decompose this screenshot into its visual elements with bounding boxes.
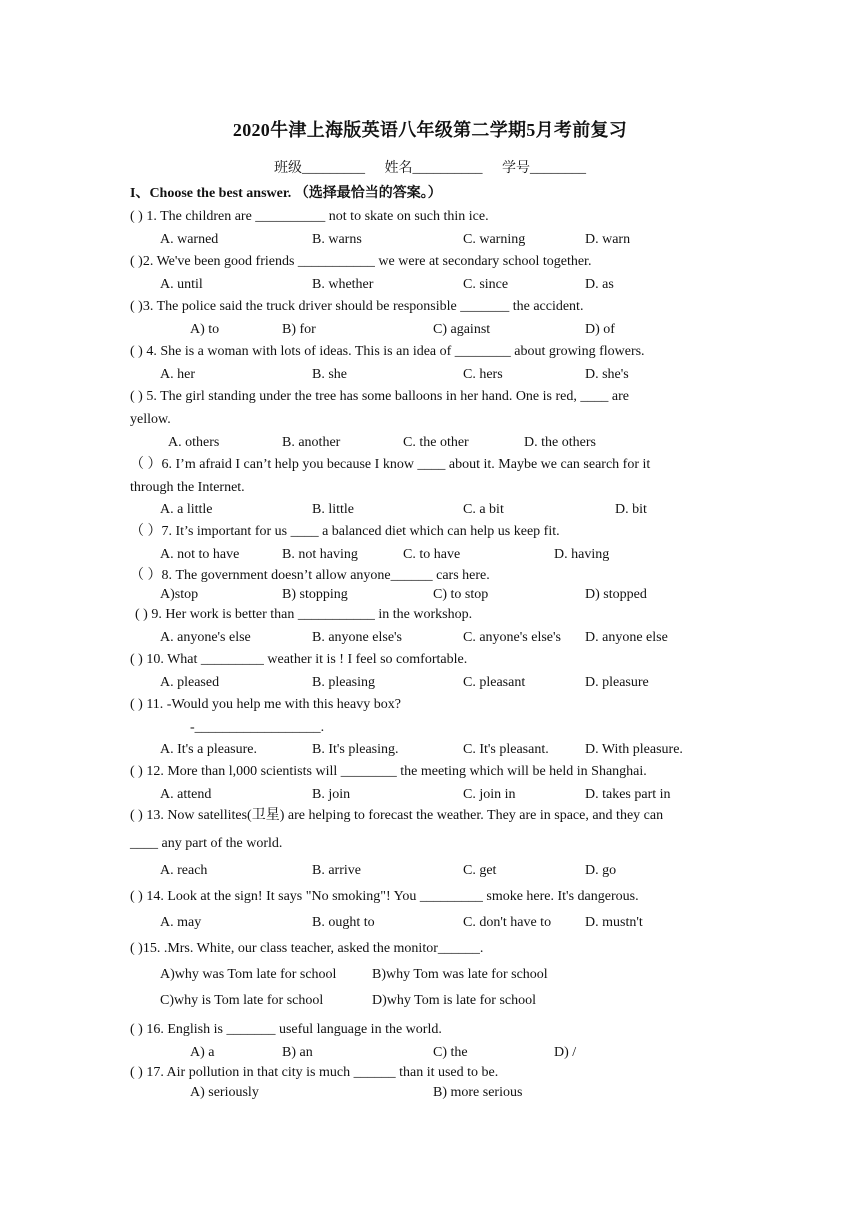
option: A. anyone's else (160, 630, 251, 645)
option: B. whether (312, 277, 374, 292)
option: C. hers (463, 367, 503, 382)
option: C. warning (463, 232, 526, 247)
option: D) stopped (585, 587, 647, 602)
option: B. join (312, 787, 351, 802)
option: C. to have (403, 547, 461, 562)
question-stem: ( )3. The police said the truck driver should be responsible _______ the accident. (130, 299, 584, 314)
question-stem: ( ) 1. The children are __________ not to skate on such thin ice. (130, 209, 489, 224)
option: C) against (433, 322, 491, 337)
option: C)why is Tom late for school (160, 993, 324, 1008)
option: D) / (554, 1045, 577, 1060)
option: C) to stop (433, 587, 489, 602)
option: A) seriously (190, 1085, 259, 1100)
option: A. warned (160, 232, 219, 247)
class-label: 班级_________ (274, 161, 365, 176)
option: B. not having (282, 547, 358, 562)
option: C. a bit (463, 502, 504, 517)
option: D. go (585, 863, 617, 878)
option: D. warn (585, 232, 631, 247)
option: B. little (312, 502, 354, 517)
option: B) more serious (433, 1085, 523, 1100)
option: A. a little (160, 502, 213, 517)
question-stem: ( ) 10. What _________ weather it is ! I feel so comfortable. (130, 652, 468, 667)
option: C. join in (463, 787, 516, 802)
option: A. others (168, 435, 220, 450)
option: B. pleasing (312, 675, 375, 690)
question-stem: （ ）7. It’s important for us ____ a balanced diet which can help us keep fit. (130, 524, 560, 539)
option: D. With pleasure. (585, 742, 683, 757)
option: D. mustn't (585, 915, 643, 930)
option: B) stopping (282, 587, 348, 602)
question-stem-continued: ____ any part of the world. (130, 836, 283, 851)
question-stem-continued: yellow. (130, 412, 171, 427)
option: C. pleasant (463, 675, 526, 690)
question-stem: ( ) 9. Her work is better than ___________ in the workshop. (135, 607, 473, 622)
option: C. get (463, 863, 497, 878)
question-stem: ( )2. We've been good friends ___________ we were at secondary school together. (130, 254, 592, 269)
question-stem: ( ) 12. More than l,000 scientists will ________ the meeting which will be held in Shanghai. (130, 764, 647, 779)
option: B. It's pleasing. (312, 742, 399, 757)
option: C. It's pleasant. (463, 742, 549, 757)
option: A. until (160, 277, 203, 292)
option: D)why Tom is late for school (372, 993, 537, 1008)
option: A. attend (160, 787, 212, 802)
question-stem: ( ) 5. The girl standing under the tree has some balloons in her hand. One is red, ____ are (130, 389, 629, 404)
option: D. the others (524, 435, 596, 450)
name-label: 姓名__________ (384, 161, 483, 176)
student-id-label: 学号________ (502, 161, 586, 176)
option: A. not to have (160, 547, 240, 562)
answer-blank: -__________________. (190, 720, 325, 735)
option: D. having (554, 547, 610, 562)
option: B. warns (312, 232, 362, 247)
option: A. her (160, 367, 195, 382)
section-title: I、Choose the best answer. （选择最恰当的答案。） (130, 186, 442, 201)
option: C) the (433, 1045, 468, 1060)
option: D. pleasure (585, 675, 649, 690)
option: C. don't have to (463, 915, 552, 930)
option: C. the other (403, 435, 469, 450)
option: B) for (282, 322, 316, 337)
option: D. bit (615, 502, 647, 517)
option: C. since (463, 277, 509, 292)
question-stem: ( )15. .Mrs. White, our class teacher, asked the monitor______. (130, 941, 484, 956)
option: B)why Tom was late for school (372, 967, 548, 982)
question-stem: ( ) 4. She is a woman with lots of ideas. This is an idea of ________ about growing flowers. (130, 344, 645, 359)
option: B. anyone else's (312, 630, 403, 645)
question-stem: （ ）8. The government doesn’t allow anyone______ cars here. (130, 568, 490, 583)
option: C. anyone's else's (463, 630, 561, 645)
option: A)stop (160, 587, 199, 602)
question-stem: （ ）6. I’m afraid I can’t help you because I know ____ about it. Maybe we can search for it (130, 457, 651, 472)
option: A) a (190, 1045, 215, 1060)
question-stem: ( ) 17. Air pollution in that city is much ______ than it used to be. (130, 1065, 499, 1080)
option: A)why was Tom late for school (160, 967, 337, 982)
option: D. takes part in (585, 787, 671, 802)
option: B. arrive (312, 863, 361, 878)
question-stem: ( ) 13. Now satellites(卫星) are helping to forecast the weather. They are in space, and they can (130, 808, 664, 823)
question-stem: ( ) 11. -Would you help me with this heavy box? (130, 697, 401, 712)
option: B. she (312, 367, 347, 382)
option: B) an (282, 1045, 313, 1060)
option: A. may (160, 915, 202, 930)
question-stem-continued: through the Internet. (130, 480, 245, 495)
option: A. It's a pleasure. (160, 742, 257, 757)
option: B. ought to (312, 915, 375, 930)
option: A. reach (160, 863, 208, 878)
question-stem: ( ) 14. Look at the sign! It says "No smoking"! You _________ smoke here. It's dangerous. (130, 889, 639, 904)
option: D) of (585, 322, 615, 337)
option: D. she's (585, 367, 629, 382)
student-info-line (0, 157, 860, 177)
question-stem: ( ) 16. English is _______ useful language in the world. (130, 1022, 442, 1037)
option: B. another (282, 435, 341, 450)
option: A. pleased (160, 675, 220, 690)
option: D. anyone else (585, 630, 668, 645)
option: A) to (190, 322, 220, 337)
page-title: 2020牛津上海版英语八年级第二学期5月考前复习 (232, 120, 628, 140)
option: D. as (585, 277, 614, 292)
